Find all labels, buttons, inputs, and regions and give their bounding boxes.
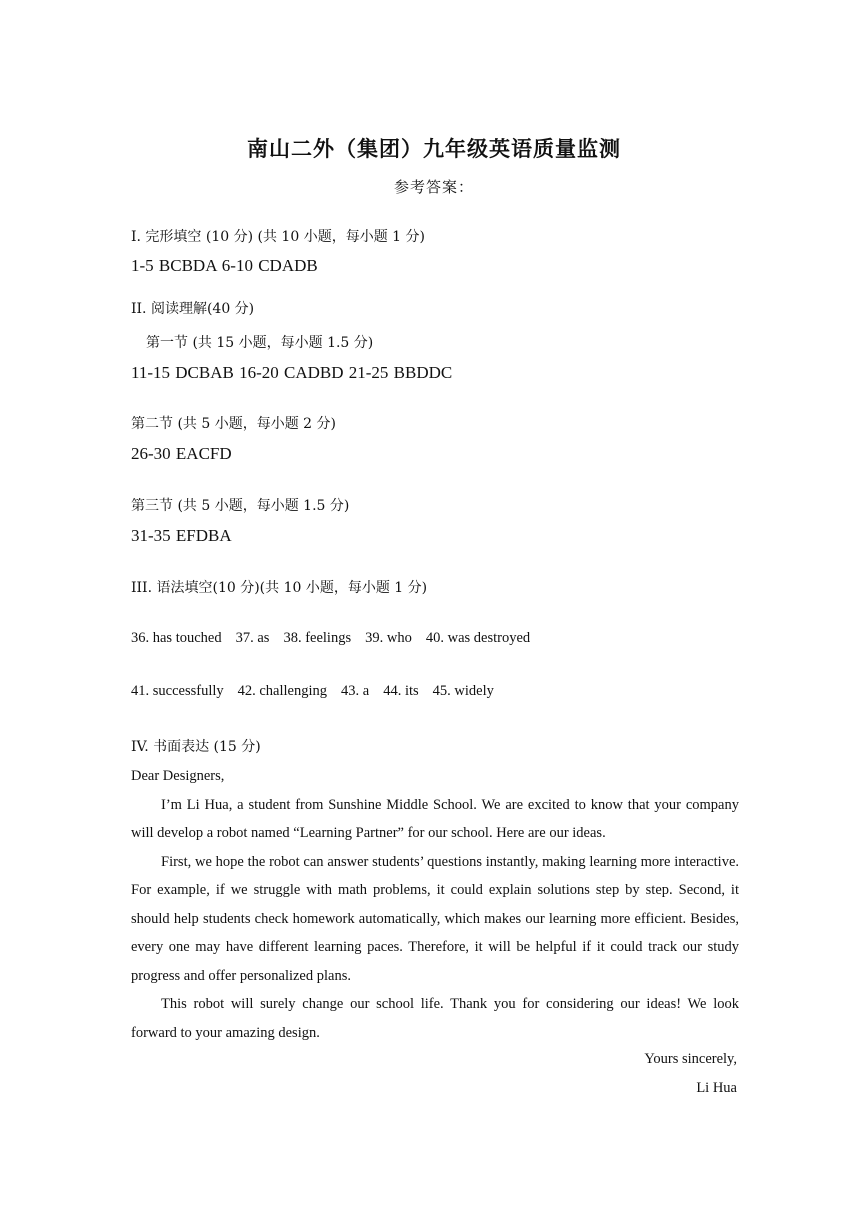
section-2-heading: II. 阅读理解(40 分) <box>131 301 255 317</box>
grammar-answer: 42. challenging <box>237 683 328 699</box>
grammar-answer: 36. has touched <box>131 630 222 646</box>
grammar-answer: 37. as <box>235 630 270 646</box>
essay-paragraph-2: First, we hope the robot can answer students’ questions instantly, making learning more interactive. For example, if we struggle with math problems, it could explain solutions step by step. Second, it should help students check homework automatically, which makes our learning more efficient. Besides, every one may have different learning paces. Therefore, it will be helpful if it could track our study progress and offer personalized plans. <box>131 853 739 984</box>
section-4-heading: IV. 书面表达 (15 分) <box>131 739 261 755</box>
grammar-answer: 40. was destroyed <box>425 630 531 646</box>
grammar-answer: 39. who <box>365 630 412 646</box>
section-2-part-2-heading: 第二节 (共 5 小题，每小题 2 分) <box>131 416 336 432</box>
section-2-part-3-heading: 第三节 (共 5 小题，每小题 1.5 分) <box>131 498 350 514</box>
grammar-answer: 38. feelings <box>283 630 352 646</box>
grammar-answers-row-2 <box>131 683 508 700</box>
section-1-heading: I. 完形填空 (10 分) (共 10 小题，每小题 1 分) <box>131 229 425 245</box>
page-subtitle: 参考答案： <box>393 178 474 196</box>
grammar-answer: 45. widely <box>432 683 494 699</box>
sample-essay <box>131 762 739 1047</box>
section-3-heading: III. 语法填空(10 分)(共 10 小题，每小题 1 分) <box>131 580 428 596</box>
essay-paragraph-1: I’m Li Hua, a student from Sunshine Middle School. We are excited to know that your company will develop a robot named “Learning Partner” for our school. Here are our ideas. <box>131 796 739 841</box>
grammar-answer: 44. its <box>383 683 419 699</box>
section-2-part-1-heading: 第一节 (共 15 小题，每小题 1.5 分) <box>146 335 374 351</box>
grammar-answer: 43. a <box>341 683 370 699</box>
page-title: 南山二外（集团）九年级英语质量监测 <box>247 136 621 161</box>
essay-paragraph-3: This robot will surely change our school life. Thank you for considering our ideas! We look forward to your amazing design. <box>131 996 739 1041</box>
grammar-answers-row-1 <box>131 630 544 647</box>
essay-signature: Li Hua <box>696 1080 737 1096</box>
section-2-part-3-answers: 31-35 EFDBA <box>131 526 232 545</box>
section-2-part-1-answers: 11-15 DCBAB 16-20 CADBD 21-25 BBDDC <box>131 363 453 382</box>
section-2-part-2-answers: 26-30 EACFD <box>131 444 232 463</box>
essay-greeting: Dear Designers, <box>131 768 225 784</box>
essay-closing: Yours sincerely, <box>644 1051 737 1067</box>
grammar-answer: 41. successfully <box>131 683 224 699</box>
section-1-answers: 1-5 BCBDA 6-10 CDADB <box>131 256 318 275</box>
